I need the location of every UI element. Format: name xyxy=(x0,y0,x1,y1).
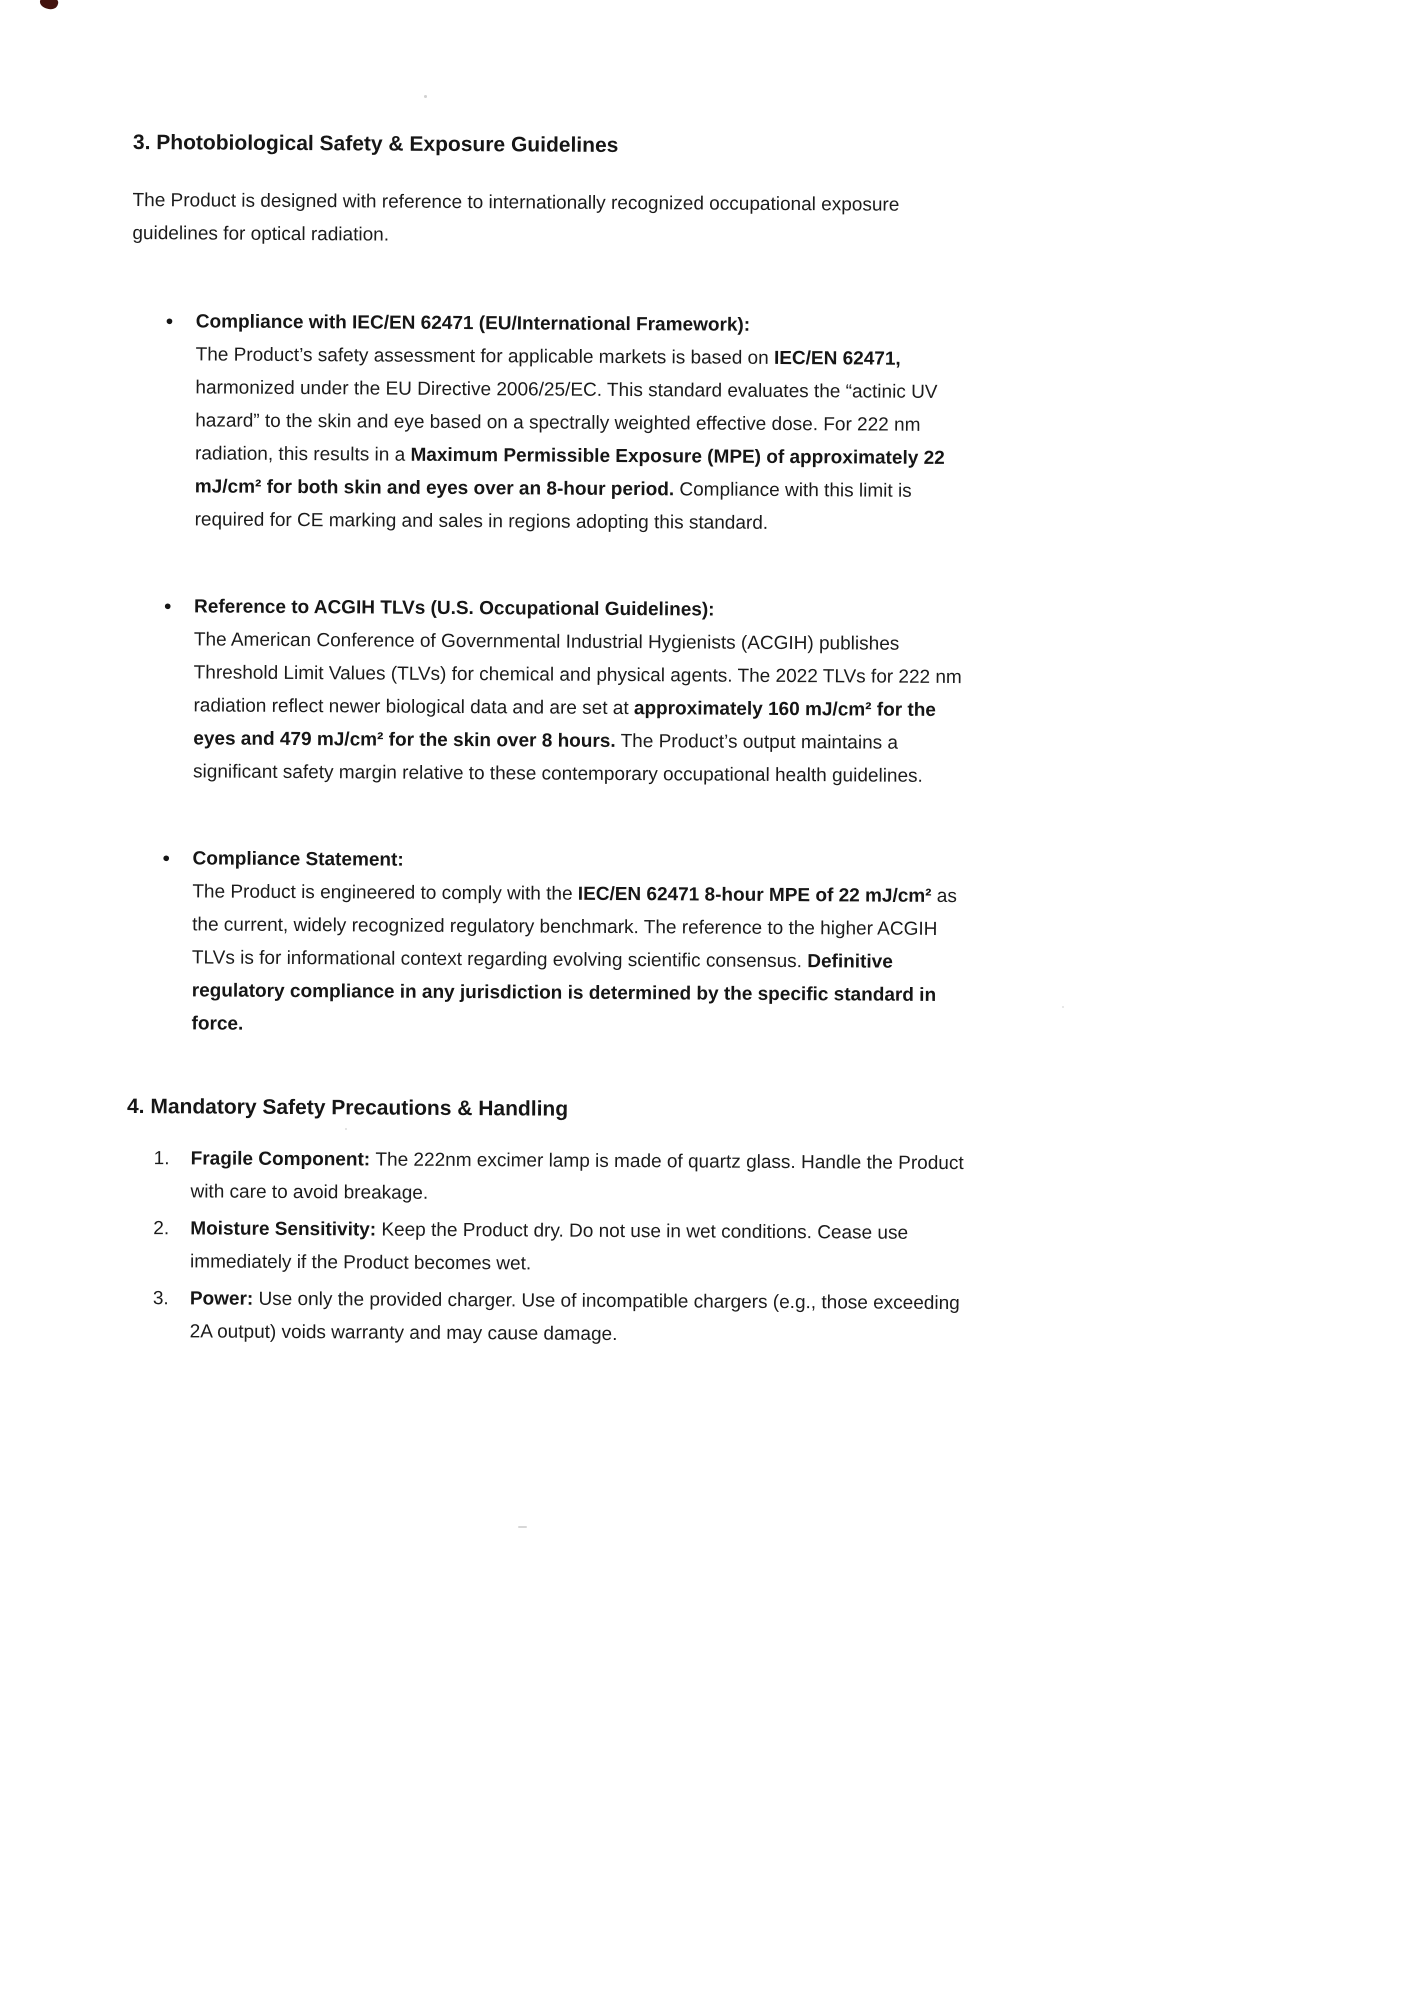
item-title: Fragile Component: xyxy=(190,1148,376,1171)
item-number: 3. xyxy=(152,1288,169,1310)
text-run: approximately 160 mJ/cm² for the eyes and 479 mJ/cm² for the skin over 8 hours. xyxy=(193,698,936,752)
item-title: Power: xyxy=(189,1288,259,1310)
text-run: as the current, widely recognized regulatory benchmark. The reference to the higher ACGIH TLVs is for informational context regarding evolving scientific consensus. xyxy=(191,885,957,973)
bullet-body xyxy=(195,338,981,541)
section3-bullets xyxy=(127,305,1011,1045)
bullet-item xyxy=(191,842,977,1045)
text-run: The 222nm excimer lamp is made of quartz glass. Handle the Product with care to avoid breakage. xyxy=(190,1149,964,1204)
bullet-item xyxy=(195,305,981,541)
numbered-item xyxy=(152,1282,980,1353)
scan-artifact-mark xyxy=(38,0,59,11)
bullet-title: • Compliance Statement: xyxy=(192,848,404,871)
text-run: Compliance with this limit is required for CE marking and sales in regions adopting this standard. xyxy=(194,479,912,534)
bullet-item xyxy=(193,590,979,793)
item-number: 2. xyxy=(153,1218,170,1240)
scan-speck xyxy=(1062,1006,1064,1008)
bullet-body xyxy=(193,623,979,793)
text-run: The Product’s output maintains a significant safety margin relative to these contemporary occupational health guidelines. xyxy=(193,730,923,787)
numbered-item xyxy=(153,1212,980,1283)
scan-speck xyxy=(424,95,427,98)
text-run: The Product’s safety assessment for applicable markets is based on xyxy=(195,344,775,369)
section4-heading: 4. Mandatory Safety Precautions & Handling xyxy=(126,1094,569,1121)
numbered-item xyxy=(153,1142,980,1213)
text-run: harmonized under the EU Directive 2006/25/EC. This standard evaluates the “actinic UV hazard” to the skin and eye based on a spectrally weighted effective dose. For 222 nm radiation, this results in a xyxy=(194,377,938,466)
text-run: Maximum Permissible Exposure (MPE) of approximately 22 mJ/cm² for both skin and eyes over an 8-hour period. xyxy=(194,444,945,501)
bullet-body xyxy=(191,875,977,1045)
document-content xyxy=(126,130,1013,1357)
text-run: IEC/EN 62471 8-hour MPE of 22 mJ/cm² xyxy=(577,883,932,907)
item-number: 1. xyxy=(153,1148,170,1170)
text-run: The American Conference of Governmental Industrial Hygienists (ACGIH) publishes Threshold Limit Values (TLVs) for chemical and physical agents. The 2022 TLVs for 222 nm radiation reflect newer biological data and are set at xyxy=(193,629,962,720)
section4-list xyxy=(126,1142,1007,1353)
scan-speck xyxy=(518,1526,527,1528)
text-run: IEC/EN 62471, xyxy=(773,347,901,370)
item-title: Moisture Sensitivity: xyxy=(190,1218,382,1241)
section3-heading: 3. Photobiological Safety & Exposure Guidelines xyxy=(132,130,619,157)
bullet-title: • Compliance with IEC/EN 62471 (EU/International Framework): xyxy=(195,311,751,336)
text-run: Definitive regulatory compliance in any jurisdiction is determined by the specific standard in force. xyxy=(191,951,937,1035)
bullet-title: • Reference to ACGIH TLVs (U.S. Occupational Guidelines): xyxy=(194,596,715,621)
text-run: Use only the provided charger. Use of incompatible chargers (e.g., those exceeding 2A output) voids warranty and may cause damage. xyxy=(189,1288,960,1345)
section3-intro: The Product is designed with reference to internationally recognized occupational exposure guidelines for optical radiation. xyxy=(132,189,900,246)
text-run: Keep the Product dry. Do not use in wet conditions. Cease use immediately if the Product becomes wet. xyxy=(190,1219,909,1275)
text-run: The Product is engineered to comply with the xyxy=(192,881,578,905)
